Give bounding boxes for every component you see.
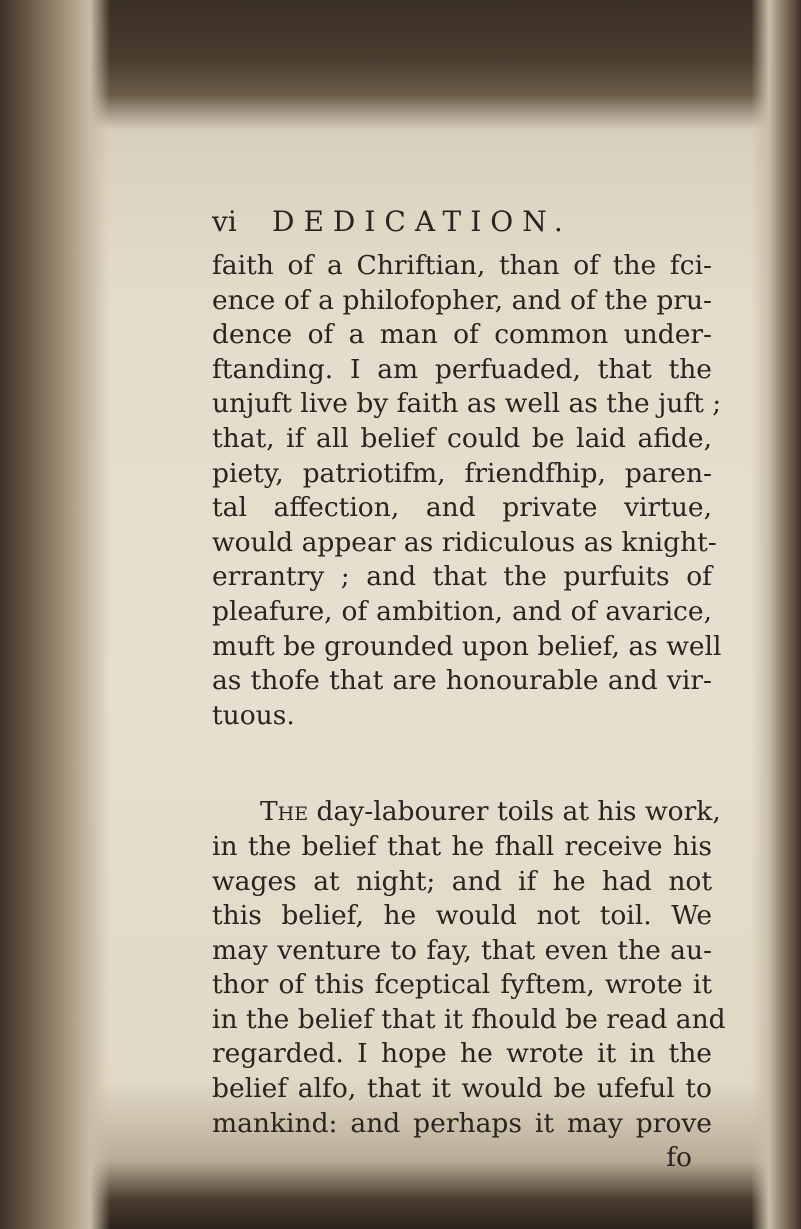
running-title: DEDICATION. — [272, 205, 572, 238]
text-line: may venture to fay, that even the au- — [212, 934, 712, 966]
text-line: in the belief that he fhall receive his — [212, 830, 712, 862]
text-line: belief alfo, that it would be ufeful to — [212, 1073, 712, 1105]
text-line: faith of a Chriftian, than of the fci- — [212, 250, 712, 281]
text-line: muft be grounded upon belief, as well — [212, 630, 722, 662]
text-line: as thofe that are honourable and vir- — [212, 665, 712, 697]
text-line: errantry ; and that the purfuits of — [212, 561, 712, 593]
text-line: tuous. — [212, 699, 295, 731]
paragraph-gap — [212, 733, 732, 795]
page-text-block — [212, 205, 732, 1176]
paragraph-2 — [212, 795, 732, 1141]
text-line: wages at night; and if he had not — [212, 865, 712, 897]
running-head — [212, 205, 732, 249]
text-line: tal affection, and private virtue, — [212, 492, 712, 524]
text-line: dence of a man of common under- — [212, 319, 712, 351]
paragraph-1 — [212, 249, 732, 733]
text-line: in the belief that it fhould be read and — [212, 1003, 726, 1035]
text-line: mankind: and perhaps it may prove — [212, 1107, 712, 1139]
text-line: this belief, he would not toil. We — [212, 900, 712, 932]
first-line-rest: day-labourer toils at his work, — [308, 796, 721, 828]
book-binding-edge — [0, 0, 110, 1229]
text-line: unjuft live by faith as well as the juft ; — [212, 388, 722, 420]
text-line: ence of a philofopher, and of the pru- — [212, 284, 712, 316]
page-number: vi — [212, 205, 237, 238]
text-line: regarded. I hope he wrote it in the — [212, 1038, 712, 1070]
page-fore-edge — [751, 0, 801, 1229]
text-line: thor of this fceptical fyftem, wrote it — [212, 969, 712, 1001]
text-line: would appear as ridiculous as knight- — [212, 526, 717, 558]
text-line: piety, patriotifm, friendfhip, paren- — [212, 457, 712, 489]
text-line: that, if all belief could be laid afide, — [212, 422, 712, 454]
catchword: fo — [666, 1142, 692, 1174]
text-line-first — [212, 795, 721, 830]
text-line: pleafure, of ambition, and of avarice, — [212, 595, 712, 627]
lead-word: The — [260, 796, 309, 828]
text-line: ftanding. I am perfuaded, that the — [212, 353, 712, 385]
